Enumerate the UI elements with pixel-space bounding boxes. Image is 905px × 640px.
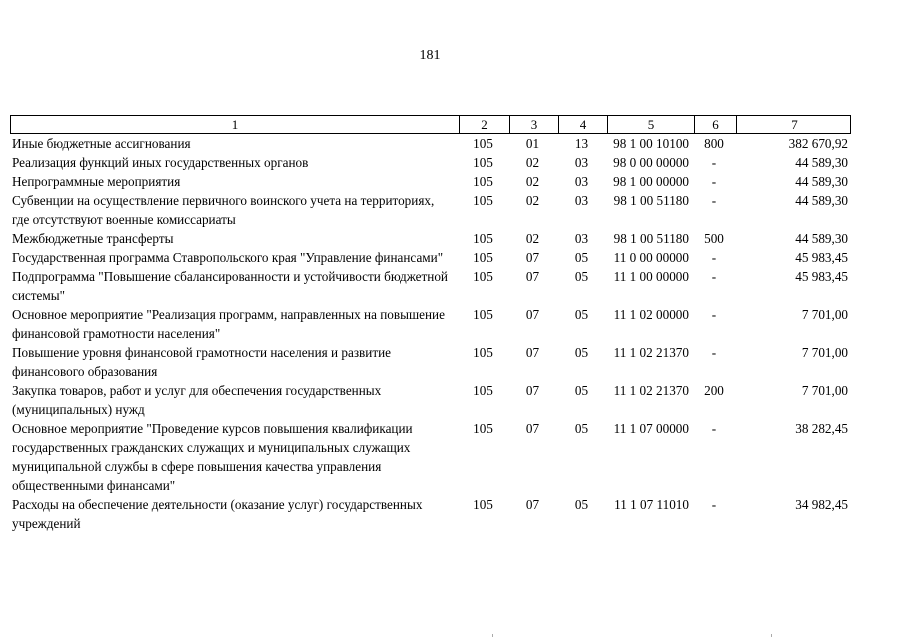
scan-mark <box>771 634 772 637</box>
row-ministry-code-cell: 105 <box>473 345 493 360</box>
row-expense-type-cell: - <box>711 155 717 170</box>
row-subsection-code-cell: 05 <box>574 383 589 398</box>
table-row <box>10 267 851 305</box>
table-row <box>10 495 851 533</box>
row-subsection-code-cell: 05 <box>574 345 589 360</box>
row-section-code-cell: 02 <box>525 174 540 189</box>
row-target-article-cell: 11 1 07 00000 <box>613 421 689 436</box>
row-target-article-cell: 98 1 00 51180 <box>613 231 689 246</box>
scan-mark <box>492 634 493 637</box>
row-name-cell: Подпрограмма "Повышение сбалансированности и устойчивости бюджетной системы" <box>12 269 448 303</box>
row-name-cell: Основное мероприятие "Реализация программ, направленных на повышение финансовой грамотности населения" <box>12 307 445 341</box>
row-amount-cell: 44 589,30 <box>795 193 848 208</box>
table-row <box>10 153 851 172</box>
row-ministry-code-cell: 105 <box>473 231 493 246</box>
row-amount-cell: 44 589,30 <box>795 174 848 189</box>
row-ministry-code-cell: 105 <box>473 269 493 284</box>
row-expense-type-cell: - <box>711 345 717 360</box>
row-name-cell: Непрограммные мероприятия <box>12 174 181 189</box>
row-ministry-code-cell: 105 <box>473 421 493 436</box>
row-target-article-cell: 11 1 02 21370 <box>613 345 689 360</box>
row-name-cell: Расходы на обеспечение деятельности (оказание услуг) государственных учреждений <box>12 497 423 531</box>
table-row <box>10 381 851 419</box>
row-amount-cell: 382 670,92 <box>788 136 848 151</box>
row-target-article-cell: 11 1 02 21370 <box>613 383 689 398</box>
row-section-code-cell: 07 <box>525 497 540 512</box>
row-section-code-cell: 02 <box>525 231 540 246</box>
row-section-code-cell: 07 <box>525 421 540 436</box>
row-name-cell: Повышение уровня финансовой грамотности населения и развитие финансового образования <box>12 345 391 379</box>
row-name-cell: Межбюджетные трансферты <box>12 231 174 246</box>
table-row <box>10 191 851 229</box>
row-ministry-code-cell: 105 <box>473 307 493 322</box>
row-ministry-code-cell: 105 <box>473 136 493 151</box>
row-subsection-code-cell: 03 <box>574 155 589 170</box>
row-amount-cell: 45 983,45 <box>795 269 848 284</box>
row-section-code-cell: 07 <box>525 269 540 284</box>
row-section-code-cell: 02 <box>525 193 540 208</box>
row-section-code-cell: 02 <box>525 155 540 170</box>
column-header-1: 1 <box>231 117 239 132</box>
row-ministry-code-cell: 105 <box>473 174 493 189</box>
row-name-cell: Закупка товаров, работ и услуг для обеспечения государственных (муниципальных) нужд <box>12 383 382 417</box>
row-ministry-code-cell: 105 <box>473 155 493 170</box>
row-amount-cell: 7 701,00 <box>801 383 848 398</box>
row-subsection-code-cell: 05 <box>574 421 589 436</box>
table-row <box>10 134 851 153</box>
row-expense-type-cell: - <box>711 497 717 512</box>
row-section-code-cell: 07 <box>525 250 540 265</box>
row-ministry-code-cell: 105 <box>473 193 493 208</box>
row-expense-type-cell: - <box>711 174 717 189</box>
row-subsection-code-cell: 03 <box>574 193 589 208</box>
row-ministry-code-cell: 105 <box>473 383 493 398</box>
row-target-article-cell: 11 0 00 00000 <box>613 250 689 265</box>
row-name-cell: Субвенции на осуществление первичного воинского учета на территориях, где отсутствуют военные комиссариаты <box>12 193 435 227</box>
row-target-article-cell: 98 0 00 00000 <box>613 155 689 170</box>
row-amount-cell: 44 589,30 <box>795 231 848 246</box>
row-expense-type-cell: - <box>711 193 717 208</box>
row-target-article-cell: 98 1 00 10100 <box>613 136 689 151</box>
row-section-code-cell: 07 <box>525 345 540 360</box>
row-subsection-code-cell: 05 <box>574 497 589 512</box>
row-expense-type-cell: - <box>711 250 717 265</box>
row-section-code-cell: 07 <box>525 307 540 322</box>
row-section-code-cell: 07 <box>525 383 540 398</box>
row-target-article-cell: 11 1 07 11010 <box>614 497 689 512</box>
row-subsection-code-cell: 05 <box>574 250 589 265</box>
column-header-4: 4 <box>558 116 607 133</box>
row-subsection-code-cell: 05 <box>574 307 589 322</box>
row-amount-cell: 38 282,45 <box>795 421 848 436</box>
table-row <box>10 419 851 495</box>
row-subsection-code-cell: 03 <box>574 174 589 189</box>
row-expense-type-cell: 200 <box>704 383 724 398</box>
row-subsection-code-cell: 13 <box>574 136 589 151</box>
row-expense-type-cell: 500 <box>704 231 724 246</box>
row-amount-cell: 44 589,30 <box>795 155 848 170</box>
column-header-7: 7 <box>736 116 852 133</box>
column-header-5: 5 <box>607 116 694 133</box>
row-amount-cell: 34 982,45 <box>795 497 848 512</box>
table-row <box>10 172 851 191</box>
table-row <box>10 229 851 248</box>
row-name-cell: Реализация функций иных государственных органов <box>12 155 309 170</box>
row-target-article-cell: 11 1 00 00000 <box>613 269 689 284</box>
row-expense-type-cell: - <box>711 421 717 436</box>
table-body <box>10 134 851 533</box>
row-section-code-cell: 01 <box>525 136 540 151</box>
table-row <box>10 305 851 343</box>
row-name-cell: Основное мероприятие "Проведение курсов повышения квалификации государственных гражданских служащих и муниципальных служащих муниципальной службы в сфере повышения качества управления общественными финансами" <box>12 421 413 493</box>
row-name-cell: Государственная программа Ставропольского края "Управление финансами" <box>12 250 444 265</box>
budget-table <box>10 115 851 533</box>
row-amount-cell: 7 701,00 <box>801 345 848 360</box>
row-name-cell: Иные бюджетные ассигнования <box>12 136 191 151</box>
row-ministry-code-cell: 105 <box>473 250 493 265</box>
row-target-article-cell: 11 1 02 00000 <box>613 307 689 322</box>
row-target-article-cell: 98 1 00 00000 <box>613 174 689 189</box>
page-number: 181 <box>419 48 441 63</box>
column-header-2: 2 <box>459 116 509 133</box>
row-target-article-cell: 98 1 00 51180 <box>613 193 689 208</box>
table-row <box>10 248 851 267</box>
row-amount-cell: 45 983,45 <box>795 250 848 265</box>
row-ministry-code-cell: 105 <box>473 497 493 512</box>
row-amount-cell: 7 701,00 <box>801 307 848 322</box>
row-expense-type-cell: 800 <box>704 136 724 151</box>
table-row <box>10 343 851 381</box>
row-expense-type-cell: - <box>711 307 717 322</box>
row-subsection-code-cell: 03 <box>574 231 589 246</box>
row-subsection-code-cell: 05 <box>574 269 589 284</box>
table-header-row <box>10 115 851 134</box>
row-expense-type-cell: - <box>711 269 717 284</box>
column-header-6: 6 <box>694 116 736 133</box>
column-header-3: 3 <box>509 116 558 133</box>
